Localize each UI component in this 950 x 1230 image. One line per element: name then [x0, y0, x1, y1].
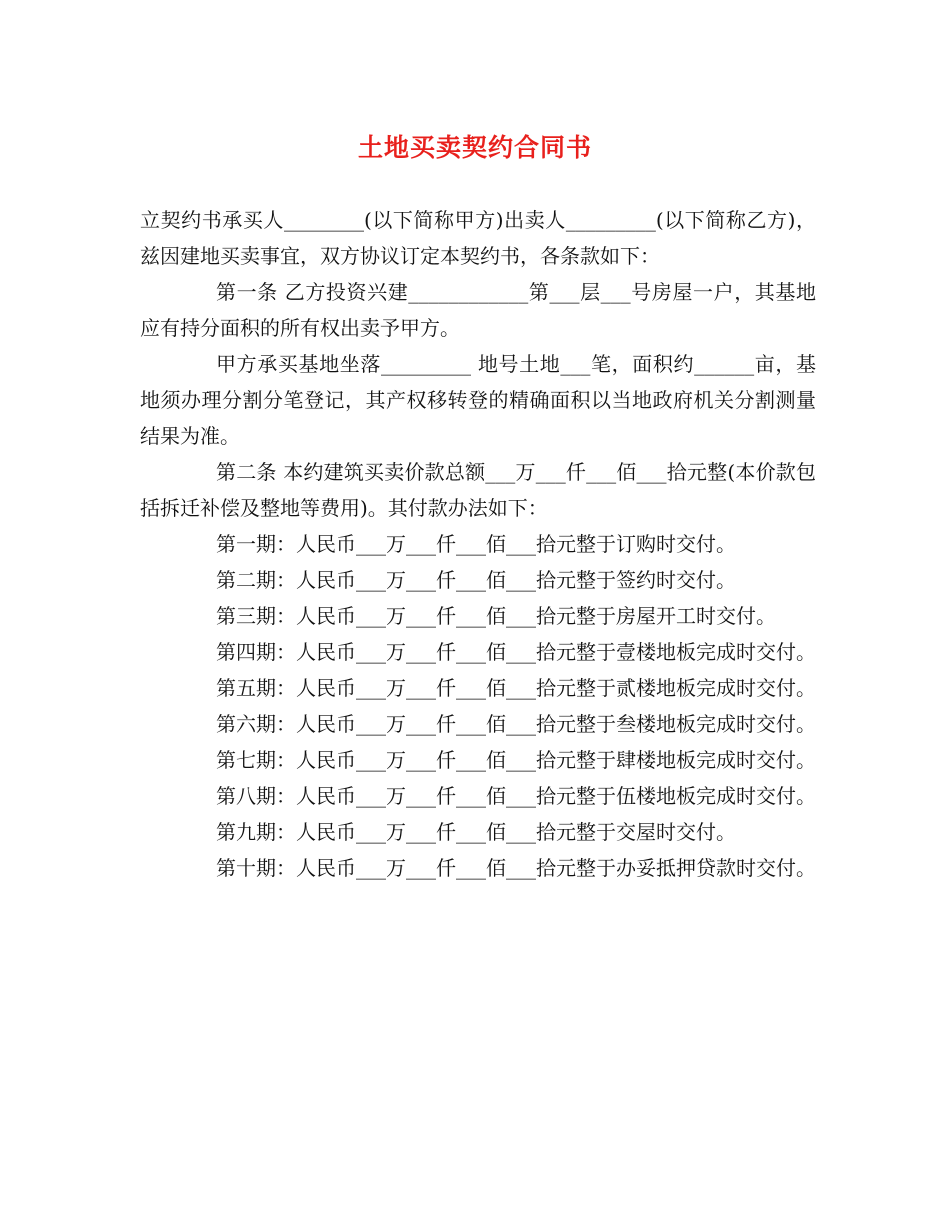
land-location-paragraph: 甲方承买基地坐落_________ 地号土地___笔，面积约______亩，基地须办理分割分笔登记，其产权移转登的精确面积以当地政府机关分割测量结果为准。	[140, 352, 816, 448]
document-title: 土地买卖契约合同书	[357, 133, 592, 162]
payment-phase-4: 第四期：人民币___万___仟___佰___拾元整于壹楼地板完成时交付。	[216, 640, 816, 664]
preamble-paragraph: 立契约书承买人________(以下简称甲方)出卖人_________(以下简称乙方)，兹因建地买卖事宜，双方协议订定本契约书，各条款如下：	[140, 208, 816, 268]
payment-phase-6: 第六期：人民币___万___仟___佰___拾元整于叁楼地板完成时交付。	[216, 712, 816, 736]
document-body	[140, 202, 816, 886]
payment-phase-9: 第九期：人民币___万___仟___佰___拾元整于交屋时交付。	[216, 820, 736, 844]
article-1-paragraph: 第一条 乙方投资兴建____________第___层___号房屋一户，其基地应有持分面积的所有权出卖予甲方。	[140, 280, 816, 340]
payment-phase-5: 第五期：人民币___万___仟___佰___拾元整于贰楼地板完成时交付。	[216, 676, 816, 700]
payment-phase-1: 第一期：人民币___万___仟___佰___拾元整于订购时交付。	[216, 532, 736, 556]
payment-phase-7: 第七期：人民币___万___仟___佰___拾元整于肆楼地板完成时交付。	[216, 748, 816, 772]
payment-phase-10: 第十期：人民币___万___仟___佰___拾元整于办妥抵押贷款时交付。	[216, 856, 816, 880]
article-2-paragraph: 第二条 本约建筑买卖价款总额___万___仟___佰___拾元整(本价款包括拆迁补偿及整地等费用)。其付款办法如下：	[140, 460, 816, 520]
payment-phase-8: 第八期：人民币___万___仟___佰___拾元整于伍楼地板完成时交付。	[216, 784, 816, 808]
payment-phase-2: 第二期：人民币___万___仟___佰___拾元整于签约时交付。	[216, 568, 736, 592]
payment-phase-3: 第三期：人民币___万___仟___佰___拾元整于房屋开工时交付。	[216, 604, 776, 628]
